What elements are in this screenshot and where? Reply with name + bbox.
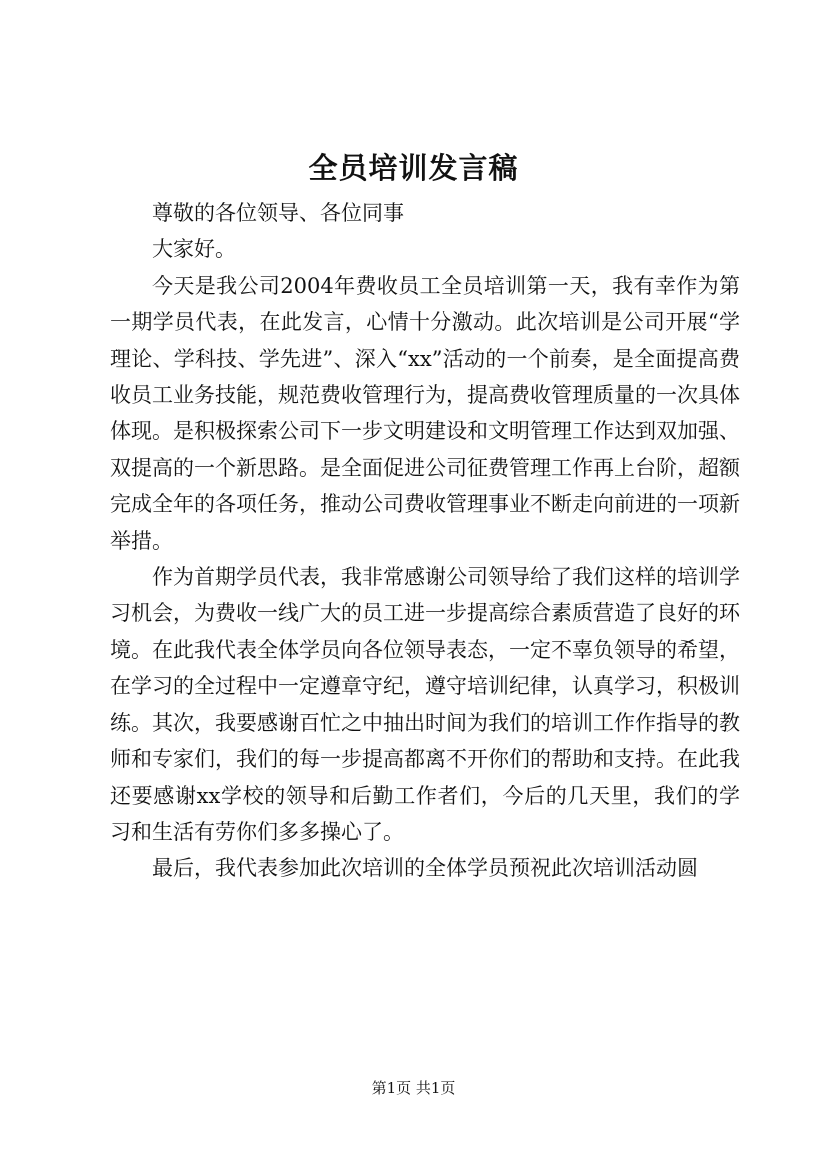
- page-number-footer: 第1页 共1页: [371, 1079, 456, 1097]
- paragraph-2: 作为首期学员代表，我非常感谢公司领导给了我们这样的培训学习机会，为费收一线广大的员工进一步提高综合素质营造了良好的环境。在此我代表全体学员向各位领导表态，一定不辜负领导的希望，在学习的全过程中一定遵章守纪，遵守培训纪律，认真学习，积极训练。其次，我要感谢百忙之中抽出时间为我们的培训工作作指导的教师和专家们，我们的每一步提高都离不开你们的帮助和支持。在此我还要感谢xx学校的领导和后勤工作者们，今后的几天里，我们的学习和生活有劳你们多多操心了。: [110, 565, 740, 844]
- greeting: 大家好。: [152, 237, 236, 262]
- paragraph-1: 今天是我公司2004年费收员工全员培训第一天，我有幸作为第一期学员代表，在此发言，心情十分激动。此次培训是公司开展“学理论、学科技、学先进”、深入“xx”活动的一个前奏，是全面提高费收员工业务技能，规范费收管理行为，提高费收管理质量的一次具体体现。是积极探索公司下一步文明建设和文明管理工作达到双加强、双提高的一个新思路。是全面促进公司征费管理工作再上台阶，超额完成全年的各项任务，推动公司费收管理事业不断走向前进的一项新举措。: [110, 273, 740, 553]
- paragraph-3: 最后，我代表参加此次培训的全体学员预祝此次培训活动圆: [152, 856, 698, 881]
- salutation: 尊敬的各位领导、各位同事: [152, 201, 404, 225]
- document-body: [110, 195, 740, 887]
- document-title: 全员培训发言稿: [308, 151, 519, 185]
